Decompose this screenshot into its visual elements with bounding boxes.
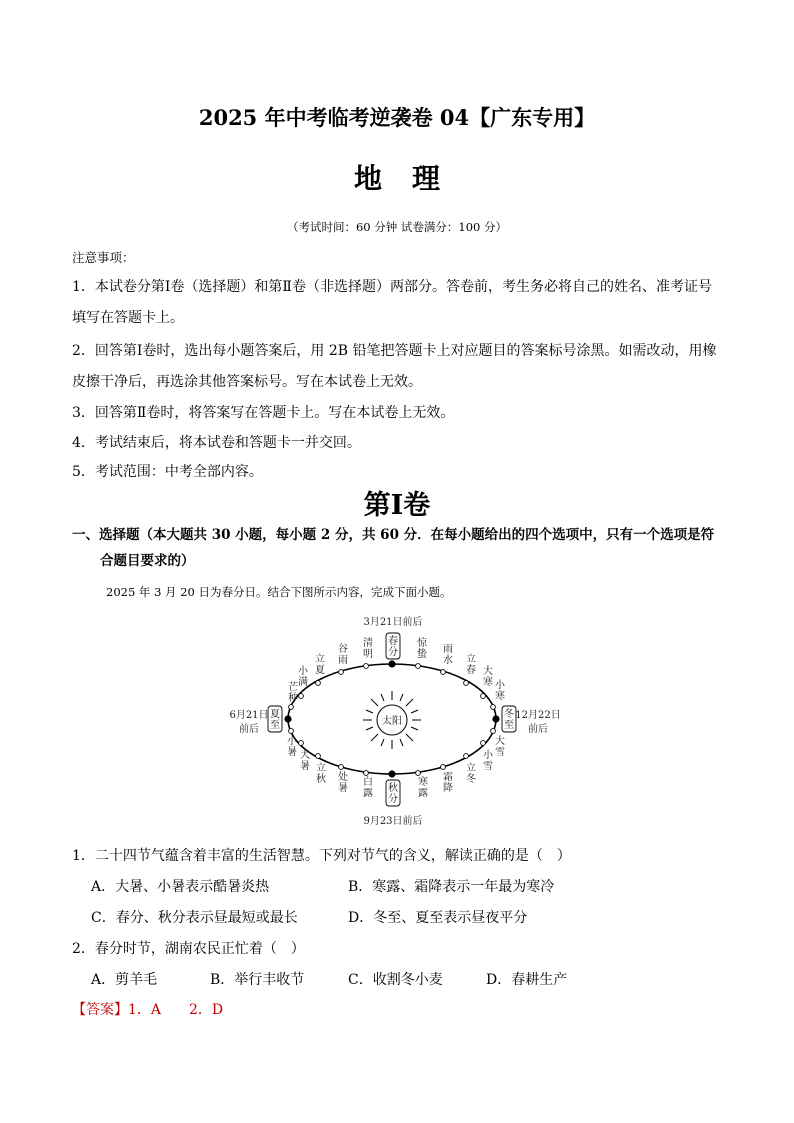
paper-title: 2025 年中考临考逆袭卷 04【广东专用】	[198, 105, 596, 130]
bottom-date: 9月23日前后	[363, 816, 423, 827]
term-label-mangzhong: 芒种	[285, 681, 297, 703]
term-label-lidong: 立冬	[463, 762, 475, 784]
term-point	[464, 681, 469, 686]
question-2-stem: 2．春分时节，湖南农民正忙着（ ）	[72, 941, 305, 957]
top-date: 3月21日前后	[363, 617, 423, 628]
term-label-qingming: 清明	[360, 637, 372, 659]
term-label-daxue: 大雪	[492, 735, 504, 757]
term-label-dahan: 大寒	[480, 665, 492, 687]
term-point	[364, 664, 369, 669]
notice-item: 4．考试结束后，将本试卷和答题卡一并交回。	[72, 435, 361, 451]
question-intro: 2025 年 3 月 20 日为春分日。结合下图所示内容，完成下面小题。	[106, 585, 452, 599]
summer-solstice-text: 夏	[270, 709, 280, 720]
winter-solstice-point	[492, 715, 499, 722]
left-date: 6月21日	[229, 710, 269, 721]
term-point	[289, 705, 294, 710]
answer-line	[72, 999, 223, 1019]
term-label-bailu: 白露	[360, 776, 372, 798]
term-label-yushui: 雨水	[440, 643, 452, 665]
term-label-jingzhe: 惊蛰	[414, 637, 426, 659]
term-label-shuangjiang: 霜降	[440, 771, 452, 793]
term-label-xiaohan: 小寒	[492, 679, 504, 701]
term-point	[464, 754, 469, 759]
term-point	[316, 754, 321, 759]
spring-equinox-text: 春	[388, 636, 398, 647]
sun-label: 太阳	[382, 716, 402, 727]
right-date-2: 前后	[528, 724, 548, 735]
term-label-xiaoxue: 小雪	[480, 749, 492, 771]
notice-item: 1．本试卷分第Ⅰ卷（选择题）和第Ⅱ卷（非选择题）两部分。答卷前，考生务必将自己的姓名、准考证号	[72, 279, 712, 295]
question-2-option-c[interactable]: C．收割冬小麦	[348, 972, 443, 988]
term-point	[441, 670, 446, 675]
autumn-equinox-text: 秋	[388, 783, 398, 794]
term-point	[491, 705, 496, 710]
notice-item: 3．回答第Ⅱ卷时，将答案写在答题卡上。写在本试卷上无效。	[72, 405, 455, 421]
answer-tag: 【答案】	[72, 1002, 128, 1018]
spring-equinox-label	[388, 634, 398, 658]
answer-values: 1．A 2．D	[128, 1002, 224, 1018]
section-heading: 一、选择题（本大题共 30 小题，每小题 2 分，共 60 分．在每小题给出的四个选项中，只有一个选项是符	[72, 527, 715, 543]
notice-heading: 注意事项：	[72, 250, 135, 265]
notice-item: 填写在答题卡上。	[72, 310, 184, 326]
term-point	[299, 694, 304, 699]
term-point	[491, 729, 496, 734]
winter-solstice-label	[504, 707, 514, 731]
term-label-dashu: 大暑	[297, 749, 309, 771]
volume-title: 第Ⅰ卷	[363, 490, 431, 521]
left-date-2: 前后	[239, 724, 259, 735]
term-label-lixia: 立夏	[312, 653, 324, 675]
question-1-stem: 1．二十四节气蕴含着丰富的生活智慧。下列对节气的含义，解读正确的是（ ）	[72, 848, 571, 864]
term-point	[416, 664, 421, 669]
term-point	[481, 694, 486, 699]
notice-item: 5．考试范围：中考全部内容。	[72, 464, 263, 480]
term-point	[289, 729, 294, 734]
term-label-hanlu: 寒露	[415, 776, 427, 798]
autumn-equinox-point	[388, 770, 395, 777]
term-point	[339, 765, 344, 770]
exam-info: （考试时间：60 分钟 试卷满分：100 分）	[286, 220, 508, 234]
term-point	[339, 670, 344, 675]
spring-equinox-point	[388, 660, 395, 667]
boxed-label-char: 分	[388, 647, 398, 658]
question-2-option-b[interactable]: B．举行丰收节	[210, 972, 305, 988]
section-heading-cont: 合题目要求的）	[100, 553, 195, 569]
autumn-equinox-label	[388, 781, 398, 805]
term-point	[299, 741, 304, 746]
boxed-label-char: 至	[504, 720, 514, 731]
boxed-label-char: 分	[388, 794, 398, 805]
question-2-option-a[interactable]: A．剪羊毛	[91, 972, 158, 988]
boxed-label-char: 至	[270, 720, 280, 731]
term-label-liqiu: 立秋	[313, 762, 325, 784]
term-point	[441, 765, 446, 770]
term-label-xiaoman: 小满	[295, 665, 307, 687]
notice-item: 皮擦干净后，再选涂其他答案标号。写在本试卷上无效。	[72, 374, 422, 390]
question-1-option-c[interactable]: C．春分、秋分表示昼最短或最长	[91, 910, 298, 926]
term-point	[481, 741, 486, 746]
question-1-option-d[interactable]: D．冬至、夏至表示昼夜平分	[348, 910, 528, 926]
subject-title: 地理	[353, 162, 470, 195]
winter-solstice-text: 冬	[504, 709, 514, 720]
question-2-option-d[interactable]: D．春耕生产	[486, 972, 568, 988]
term-label-xiaoshu: 小暑	[284, 735, 296, 757]
notice-item: 2．回答第Ⅰ卷时，选出每小题答案后，用 2B 铅笔把答题卡上对应题目的答案标号涂黑。如需改动，用橡	[72, 343, 717, 359]
question-1-option-b[interactable]: B．寒露、霜降表示一年最为寒冷	[348, 879, 555, 895]
question-1-option-a[interactable]: A．大暑、小暑表示酷暑炎热	[91, 879, 270, 895]
term-point	[316, 681, 321, 686]
summer-solstice-label	[270, 708, 280, 731]
right-date: 12月22日	[515, 710, 561, 721]
term-point	[416, 771, 421, 776]
term-label-guyu: 谷雨	[335, 643, 347, 665]
term-point	[364, 771, 369, 776]
summer-solstice-point	[284, 715, 291, 722]
term-label-chushu: 处暑	[335, 771, 347, 793]
term-label-lichun: 立春	[463, 653, 475, 675]
